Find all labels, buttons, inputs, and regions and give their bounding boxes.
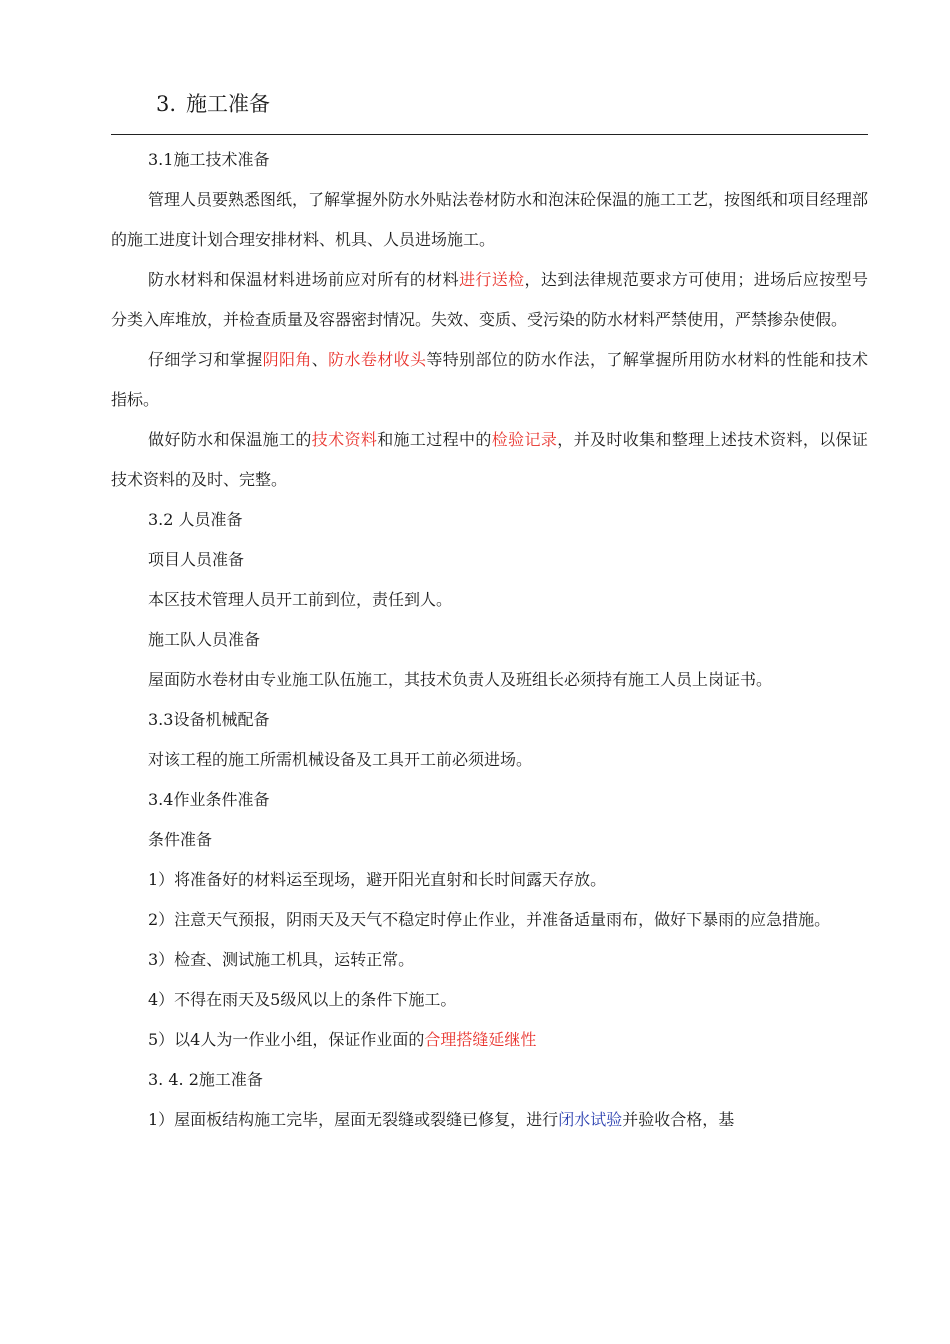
section-heading	[156, 88, 270, 120]
subsection-heading-3-3	[111, 700, 868, 740]
text-run: 等特别部位的防水作法，了解掌握所用防水材料的性能和技术指标。	[111, 350, 868, 409]
text-run: 1）将准备好的材料运至现场，避开阳光直射和长时间露天存放。	[148, 870, 607, 889]
text-run: 屋面防水卷材由专业施工队伍施工，其技术负责人及班组长必须持有施工人员上岗证书。	[148, 670, 773, 689]
text-run: 3.2 人员准备	[148, 510, 243, 529]
text-run: ，达到法律规范要求方可使用；进场后应按型号分类入库堆放，并检查质量及容器密封情况。失效、变质、受污染的防水材料严禁使用，严禁掺杂使假。	[111, 270, 868, 329]
text-run: 3.4作业条件准备	[148, 790, 270, 809]
text-run: 、	[311, 350, 329, 369]
text-run: 防水材料和保温材料进场前应对所有的材料	[148, 270, 460, 289]
text-run: 4）不得在雨天及5级风以上的条件下施工。	[148, 990, 457, 1009]
list-item	[111, 860, 868, 900]
document-body	[111, 140, 868, 1140]
paragraph	[111, 580, 868, 620]
subsection-heading-3-1	[111, 140, 868, 180]
text-run: 5）以4人为一作业小组，保证作业面的	[148, 1030, 425, 1049]
section-title: 施工准备	[186, 92, 271, 116]
text-run: 并验收合格，基	[622, 1110, 735, 1129]
list-item	[111, 1100, 868, 1140]
text-run: 本区技术管理人员开工前到位，责任到人。	[148, 590, 453, 609]
highlighted-text: 技术资料	[311, 430, 378, 449]
heading-divider	[111, 134, 868, 135]
text-run: 3.3设备机械配备	[148, 710, 270, 729]
text-run: 管理人员要熟悉图纸，了解掌握外防水外贴法卷材防水和泡沫砼保温的施工工艺，按图纸和项目经理部的施工进度计划合理安排材料、机具、人员进场施工。	[111, 190, 869, 249]
subsection-heading-3-4-2	[111, 1060, 868, 1100]
text-run: 2）注意天气预报，阴雨天及天气不稳定时停止作业，并准备适量雨布，做好下暴雨的应急措施。	[148, 910, 831, 929]
highlighted-text: 防水卷材收头	[328, 350, 427, 369]
paragraph	[111, 420, 868, 500]
subsection-heading-3-2	[111, 500, 868, 540]
section-number: 3.	[156, 92, 177, 116]
text-run: 3.1施工技术准备	[148, 150, 270, 169]
text-run: 对该工程的施工所需机械设备及工具开工前必须进场。	[148, 750, 533, 769]
text-run: 3）检查、测试施工机具，运转正常。	[148, 950, 415, 969]
paragraph	[111, 540, 868, 580]
paragraph	[111, 180, 868, 260]
subsection-heading-3-4	[111, 780, 868, 820]
list-item	[111, 900, 868, 940]
text-run: 条件准备	[148, 830, 213, 849]
text-run: 和施工过程中的	[377, 430, 492, 449]
text-run: 施工队人员准备	[148, 630, 261, 649]
highlighted-text: 合理搭缝延继性	[424, 1030, 537, 1049]
highlighted-text: 进行送检	[459, 270, 525, 289]
paragraph	[111, 820, 868, 860]
paragraph	[111, 260, 868, 340]
paragraph	[111, 340, 868, 420]
text-run: 1）屋面板结构施工完毕，屋面无裂缝或裂缝已修复，进行	[148, 1110, 559, 1129]
text-run: 仔细学习和掌握	[148, 350, 263, 369]
paragraph	[111, 660, 868, 700]
highlighted-text: 闭水试验	[558, 1110, 623, 1129]
paragraph	[111, 740, 868, 780]
paragraph	[111, 620, 868, 660]
list-item	[111, 1020, 868, 1060]
list-item	[111, 980, 868, 1020]
list-item	[111, 940, 868, 980]
text-run: 3. 4. 2施工准备	[148, 1070, 263, 1089]
highlighted-text: 检验记录	[491, 430, 558, 449]
text-run: 项目人员准备	[148, 550, 245, 569]
text-run: 做好防水和保温施工的	[148, 430, 312, 449]
text-run: ，并及时收集和整理上述技术资料，以保证技术资料的及时、完整。	[111, 430, 868, 489]
highlighted-text: 阴阳角	[262, 350, 312, 369]
